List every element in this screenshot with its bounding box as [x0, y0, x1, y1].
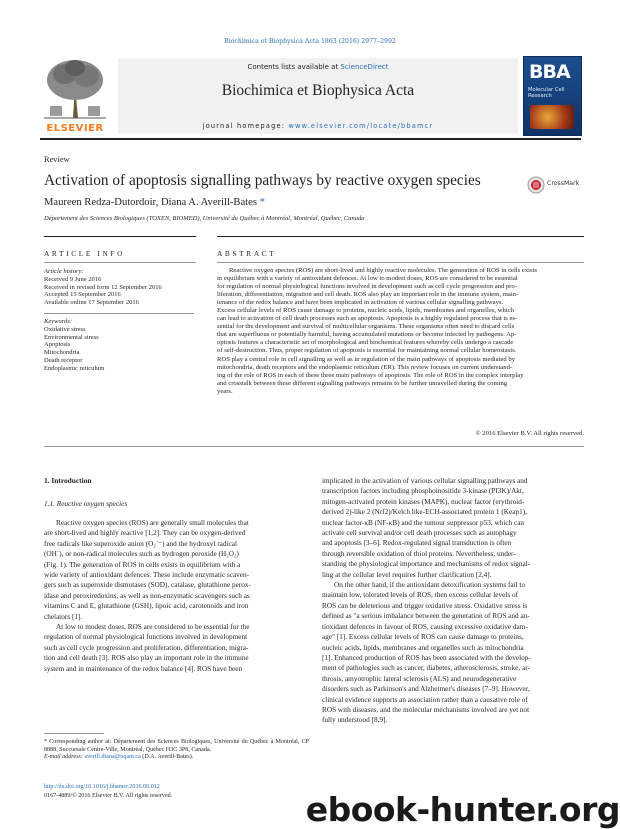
article-info: [44, 268, 194, 373]
homepage-prefix: journal homepage:: [202, 122, 289, 130]
text-line: ing of the role of ROS in each of these three main pathways of apoptosis. The role of ROS in the complex interplay: [217, 371, 524, 379]
text-line: tion and cell death [3]. ROS also play an important role in the immune: [44, 654, 249, 663]
article-title: Activation of apoptosis signalling pathways by reactive oxygen species: [44, 172, 481, 189]
corresponding-author-note: * Corresponding author at: Département des Sciences Biologiques, Université du Québec à Montréal, CP 8888, Succursale Centre-Ville, Montréal, Québec H3C 3P8, Canada.: [44, 739, 309, 753]
watermark: ebook-hunter.org: [305, 790, 620, 829]
corresponding-mark[interactable]: *: [256, 197, 265, 208]
cover-subtitle: Molecular Cell Research: [528, 87, 565, 99]
history-item: Available online 17 September 2016: [44, 299, 139, 307]
text-line: free radicals like superoxide anion (O₂˙⁻) and the hydroxyl radical: [44, 539, 237, 548]
author-list: [44, 197, 265, 208]
subsection-heading: 1.1. Reactive oxygen species: [44, 499, 128, 508]
doi-link[interactable]: http://dx.doi.org/10.1016/j.bbamcr.2016.09.012: [44, 784, 160, 790]
text-line: years.: [217, 387, 233, 395]
keyword-item: Oxidative stress: [44, 325, 86, 333]
text-line: mitogen-activated protein kinases (MAPK), nuclear factor (erythroid-: [322, 497, 525, 506]
text-line: chelators [1].: [44, 612, 83, 621]
email-link[interactable]: averill.diana@uqam.ca: [84, 754, 141, 761]
text-line: nucleic acids, lipids, membranes and organelles such as mitochondria: [322, 643, 524, 652]
section-heading: 1. Introduction: [44, 476, 92, 485]
text-line: mitochondria, death receptors and the endoplasmic reticulum (ER). This review focuses on current understand-: [217, 363, 513, 371]
abstract-heading: ABSTRACT: [217, 249, 277, 258]
text-line: maintain low, tolerated levels of ROS, then excess cellular levels of: [322, 591, 519, 600]
text-line: ROS play a central role in cell signalling as well as in regulation of the main pathways of apoptosis mediated by: [217, 355, 516, 363]
text-line: can lead to activation of cell death processes such as apoptosis. Apoptosis is a highly regulated process that is es-: [217, 315, 518, 323]
elsevier-logo: [40, 56, 110, 134]
history-label: Article history:: [44, 268, 84, 275]
history-item: Received in revised form 12 September 2016: [44, 283, 162, 291]
text-line: standing the physiological importance and mechanisms of redox signal-: [322, 560, 531, 569]
text-line: and crosstalk between these different signalling pathways remains to be further unravelled during the coming: [217, 379, 508, 387]
text-line: are short-lived and highly reactive [1,2]. They can be oxygen-derived: [44, 529, 246, 538]
keywords-rule: [44, 313, 194, 314]
text-line: Excess cellular levels of ROS cause damage to proteins, nucleic acids, lipids, membranes and organelles, which: [217, 307, 514, 315]
crossmark-badge[interactable]: [527, 176, 581, 194]
text-line: sential for the development and survival of multicellular organisms. These organisms often need to discard cells: [217, 323, 515, 331]
text-line: age" [1]. Excess cellular levels of ROS can cause damage to proteins,: [322, 633, 524, 642]
contents-line: [118, 63, 518, 71]
text-line: system and in maintenance of the redox balance [4]. ROS have been: [44, 664, 243, 673]
cover-image: [530, 105, 574, 129]
text-line: that are superfluous or potentially harmful, having accumulated mutations or become infected by pathogens. Ap-: [217, 331, 517, 339]
text-line: [1]. Enhanced production of ROS has been associated with the develop-: [322, 653, 531, 662]
text-line: regulation of normal physiological functions involved in development: [44, 633, 248, 642]
history-item: Accepted 15 September 2016: [44, 291, 121, 299]
contents-prefix: Contents lists available at: [247, 63, 341, 71]
history-item: Received 9 June 2016: [44, 275, 102, 283]
text-line: (OH˙), or non-radical molecules such as hydrogen peroxide (H₂O₂): [44, 550, 239, 559]
abstract-text: [217, 267, 584, 396]
footnote: [44, 739, 309, 762]
affiliation: Département des Sciences Biologiques (TOXEN, BIOMED), Université du Québec à Montréal, Montréal, Québec, Canada: [44, 215, 365, 222]
text-line: ling at the cellular level requires further clarification [2,4].: [322, 570, 492, 579]
text-line: gers such as superoxide dismutases (SOD), catalase, glutathione perox-: [44, 581, 251, 590]
text-line: liferation, differentiation, migration and cell death. ROS also play an important role in the immune system, main-: [217, 291, 519, 299]
email-label: E-mail address:: [44, 754, 85, 761]
text-line: such as cell cycle progression and proliferation, differentiation, migra-: [44, 643, 249, 652]
sciencedirect-link[interactable]: ScienceDirect: [340, 63, 389, 71]
keyword-item: Mitochondria: [44, 349, 80, 357]
text-line: of self-destruction. Thus, proper regulation of apoptosis is essential for maintaining normal cellular homeostasis.: [217, 347, 517, 355]
text-line: ment of pathologies such as cancer, diabetes, atherosclerosis, stroke, ar-: [322, 664, 530, 673]
text-line: vitamins C and E, glutathione (GSH), lipoic acid, carotenoids and iron: [44, 602, 249, 611]
article-info-heading: ARTICLE INFO: [44, 249, 126, 258]
text-line: disorders such as Parkinson's and Alzheimer's diseases [7–9]. However,: [322, 685, 530, 694]
homepage-link[interactable]: www.elsevier.com/locate/bbamcr: [288, 122, 434, 130]
article-info-rule: [44, 262, 196, 263]
text-line: nuclear factor-κB (NF-κB) and the tumour suppressor p53, which can: [322, 518, 525, 527]
authors[interactable]: Maureen Redza-Dutordoir, Diana A. Averill-Bates: [44, 197, 257, 208]
intro-left-column: [44, 518, 309, 674]
text-line: in equilibrium with a variety of antioxidant defences. At low to modest doses, ROS are considered to be essential: [217, 275, 518, 283]
text-line: derived 2)-like 2 (Nrf2)/Kelch like-ECH-associated protein 1 (Keap1),: [322, 508, 527, 517]
journal-title: Biochimica et Biophysica Acta: [221, 82, 415, 99]
publisher-name: ELSEVIER: [46, 123, 104, 134]
text-line: (Fig. 1). The generation of ROS in cells exists in equilibrium with a: [44, 560, 241, 569]
elsevier-tree-icon: [40, 56, 110, 120]
text-line: wide variety of antioxidant defences. These include enzymatic scaven-: [44, 571, 249, 580]
intro-right-column: [322, 476, 585, 726]
abstract-bottom-rule: [44, 446, 584, 447]
text-line: clinical evidence supports an association rather than a causative role of: [322, 695, 528, 704]
text-line: activate cell survival and/or cell death processes such as autophagy: [322, 529, 517, 538]
keyword-item: Environmental stress: [44, 333, 99, 341]
journal-citation[interactable]: Biochimica et Biophysica Acta 1863 (2016) 2977–2992: [224, 38, 396, 45]
journal-cover: [523, 56, 582, 136]
abstract-rule: [217, 262, 584, 263]
keywords-label: Keywords:: [44, 317, 72, 325]
text-line: fully understood [8,9].: [322, 716, 388, 725]
email-suffix: (D.A. Averill-Bates).: [140, 754, 194, 761]
abstract-copyright: © 2016 Elsevier B.V. All rights reserved.: [475, 430, 584, 437]
keyword-item: Endoplasmic reticulum: [44, 364, 105, 372]
abstract-top-rule: [217, 236, 584, 237]
text-line: ROS with diseases, and the molecular mechanisms involved are yet not: [322, 705, 530, 714]
footnote-rule: [44, 733, 104, 734]
article-info-top-rule: [44, 236, 196, 237]
text-line: On the other hand, if the antioxidant detoxification systems fail to: [334, 581, 526, 590]
keyword-item: Death receptor: [44, 356, 83, 364]
homepage-line: [118, 122, 518, 130]
text-line: Reactive oxygen species (ROS) are short-lived and highly reactive molecules. The generation of ROS in cells exists: [229, 267, 538, 274]
keyword-item: Apoptosis: [44, 341, 71, 349]
crossmark-label: CrossMark: [547, 180, 580, 187]
text-line: tenance of the redox balance and have been implicated in activation of various cellular signalling pathways.: [217, 299, 504, 307]
header-rule: [40, 138, 581, 140]
issn-line: 0167-4889/© 2016 Elsevier B.V. All rights reserved.: [44, 793, 173, 799]
text-line: idase and peroxiredoxins, as well as non-enzymatic scavengers such as: [44, 591, 250, 600]
text-line: transcription factors including phosphoinositide 3-kinase (PI3K)/Akt,: [322, 487, 524, 496]
text-line: for regulation of normal physiological functions involved in development such as cell cycle progression and pro-: [217, 283, 518, 291]
cover-title: BBA: [529, 61, 570, 83]
text-line: Reactive oxygen species (ROS) are generally small molecules that: [56, 519, 249, 527]
text-line: tioxidant defences in favour of ROS, causing excessive oxidative dam-: [322, 622, 528, 631]
article-type: Review: [44, 155, 70, 164]
text-line: implicated in the activation of various cellular signalling pathways and: [322, 477, 528, 485]
text-line: throsis, amyotrophic lateral sclerosis (ALS) and neurodegenerative: [322, 674, 517, 683]
text-line: optosis features a characteristic set of morphological and biochemical features whereby cells undergo a cascade: [217, 339, 514, 347]
text-line: At low to modest doses, ROS are considered to be essential for the: [56, 623, 250, 632]
text-line: and apoptosis [3–6]. Redox-regulated signal transduction is often: [322, 539, 512, 548]
text-line: ROS can be deleterious and trigger oxidative stress. Oxidative stress is: [322, 601, 528, 610]
text-line: through reversible oxidation of thiol proteins. Nevertheless, under-: [322, 549, 516, 558]
text-line: defined as "a serious imbalance between the generation of ROS and an-: [322, 612, 530, 621]
